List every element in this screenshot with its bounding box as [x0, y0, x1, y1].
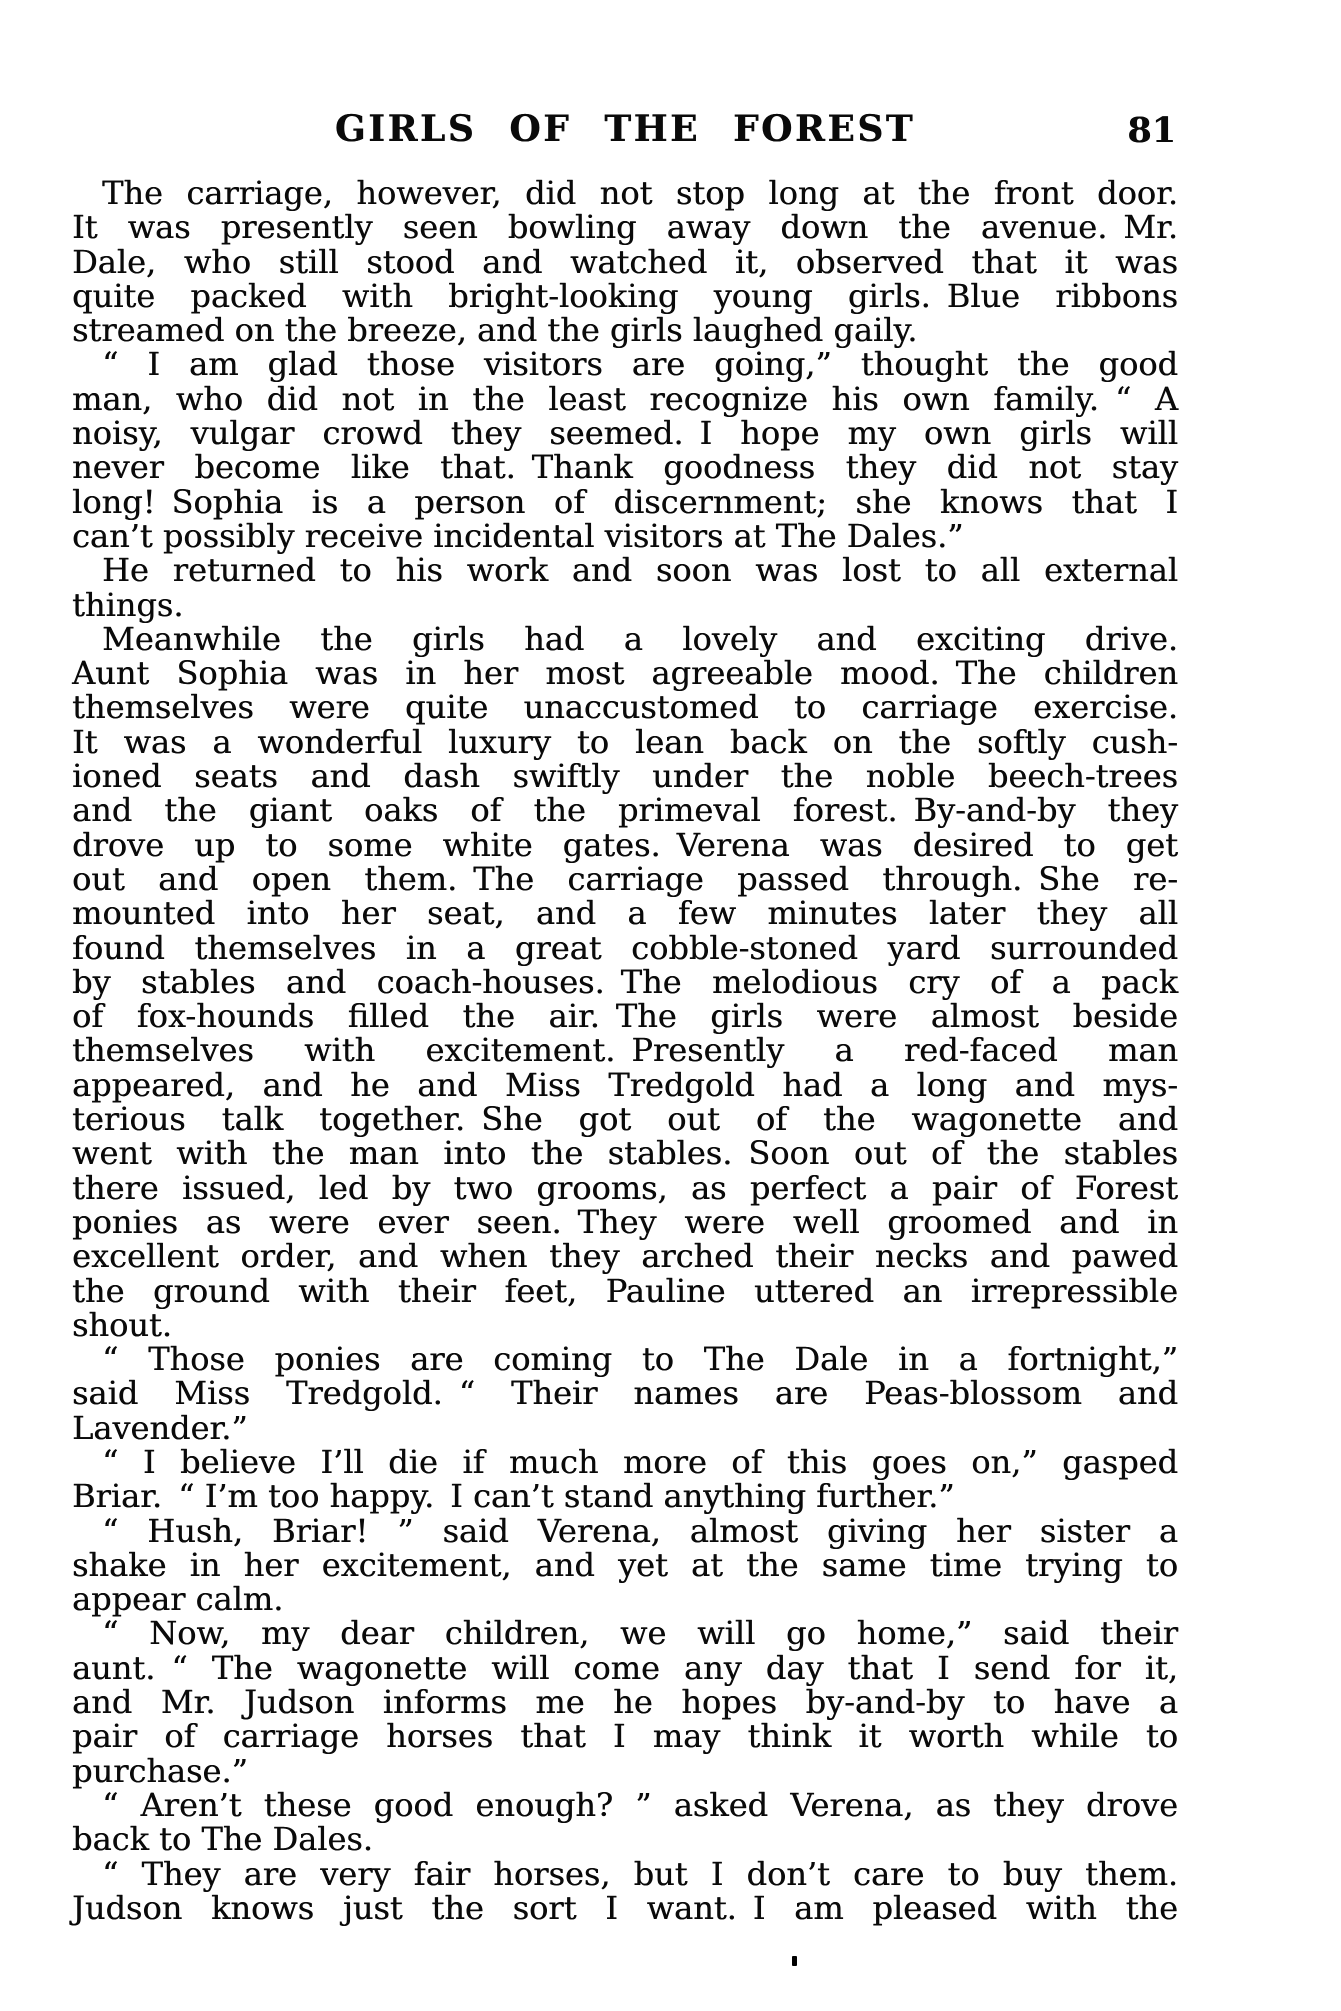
text-line: Briar. “ I’m too happy. I can’t stand anything further.”	[72, 1477, 955, 1516]
paragraph	[72, 619, 1178, 1344]
text-line: Aunt Sophia was in her most agreeable mood. The children	[72, 654, 1178, 693]
text-line: never become like that. Thank goodness they did not stay	[72, 448, 1178, 487]
paragraph	[72, 1785, 1178, 1859]
text-line: by stables and coach-houses. The melodious cry of a pack	[72, 962, 1178, 1001]
text-line: He returned to his work and soon was lost to all external	[102, 551, 1178, 590]
text-line: ponies as were ever seen. They were well groomed and in	[72, 1202, 1178, 1241]
print-artifact	[792, 1956, 797, 1966]
text-line: “ They are very fair horses, but I don’t care to buy them.	[102, 1854, 1178, 1893]
paragraph	[72, 347, 1178, 553]
text-line: Meanwhile the girls had a lovely and exciting drive.	[102, 619, 1178, 658]
paragraph	[72, 1442, 1178, 1516]
text-line: “ Those ponies are coming to The Dale in a fortnight,”	[102, 1340, 1178, 1379]
text-line: noisy, vulgar crowd they seemed. I hope my own girls will	[72, 414, 1178, 453]
text-line: the ground with their feet, Pauline uttered an irrepressible	[72, 1271, 1178, 1310]
text-line: long! Sophia is a person of discernment; she knows that I	[72, 482, 1178, 521]
paragraph	[72, 1854, 1178, 1927]
text-line: “ Now, my dear children, we will go home,” said their	[102, 1614, 1178, 1653]
text-line: and Mr. Judson informs me he hopes by-and-by to have a	[72, 1683, 1178, 1722]
running-title: GIRLS OF THE FOREST	[334, 108, 916, 150]
text-line: shout.	[72, 1305, 172, 1344]
text-line: found themselves in a great cobble-stoned yard surrounded	[72, 928, 1178, 967]
text-line: pair of carriage horses that I may think it worth while to	[72, 1717, 1178, 1756]
text-line: man, who did not in the least recognize his own family. “ A	[72, 379, 1178, 418]
paragraph	[72, 1511, 1178, 1619]
text-line: “ Aren’t these good enough? ” asked Verena, as they drove	[102, 1785, 1178, 1824]
text-line: streamed on the breeze, and the girls laughed gaily.	[72, 311, 918, 350]
text-line: themselves were quite unaccustomed to carriage exercise.	[72, 688, 1178, 727]
text-line: “ Hush, Briar! ” said Verena, almost giving her sister a	[102, 1511, 1178, 1550]
text-line: said Miss Tredgold. “ Their names are Peas-blossom and	[72, 1374, 1178, 1413]
text-line: purchase.”	[72, 1751, 248, 1790]
paragraph	[72, 553, 1178, 622]
text-line: went with the man into the stables. Soon out of the stables	[72, 1134, 1178, 1173]
page-header	[72, 108, 1178, 152]
text-line: The carriage, however, did not stop long at the front door.	[102, 174, 1178, 212]
page-body	[72, 176, 1178, 1925]
text-line: aunt. “ The wagonette will come any day that I send for it,	[72, 1648, 1178, 1687]
text-line: appear calm.	[72, 1580, 284, 1619]
text-line: Judson knows just the sort I want. I am pleased with the	[72, 1888, 1178, 1927]
text-line: mounted into her seat, and a few minutes later they all	[72, 894, 1178, 933]
text-line: can’t possibly receive incidental visitors at The Dales.”	[72, 516, 964, 555]
text-line: appeared, and he and Miss Tredgold had a long and mys-	[72, 1065, 1178, 1104]
text-line: Lavender.”	[72, 1408, 248, 1447]
text-line: shake in her excitement, and yet at the same time trying to	[72, 1545, 1178, 1584]
paragraph	[72, 174, 1178, 350]
text-line: excellent order, and when they arched their necks and pawed	[72, 1237, 1178, 1276]
text-line: things.	[72, 585, 184, 624]
page-number: 81	[1127, 110, 1176, 151]
text-line: of fox-hounds filled the air. The girls were almost beside	[72, 997, 1178, 1036]
text-line: out and open them. The carriage passed through. She re-	[72, 859, 1178, 898]
text-line: and the giant oaks of the primeval forest. By-and-by they	[72, 791, 1178, 830]
text-line: drove up to some white gates. Verena was desired to get	[72, 825, 1178, 864]
text-line: Dale, who still stood and watched it, observed that it was	[72, 242, 1178, 281]
text-line: back to The Dales.	[72, 1820, 373, 1859]
text-line: terious talk together. She got out of the wagonette and	[72, 1100, 1178, 1139]
paragraph	[72, 1614, 1178, 1790]
text-line: “ I am glad those visitors are going,” thought the good	[102, 345, 1178, 384]
text-line: It was a wonderful luxury to lean back on the softly cush-	[72, 722, 1178, 761]
text-line: ioned seats and dash swiftly under the noble beech-trees	[72, 757, 1178, 796]
text-line: there issued, led by two grooms, as perfect a pair of Forest	[72, 1168, 1178, 1207]
text-line: “ I believe I’ll die if much more of this goes on,” gasped	[102, 1442, 1178, 1481]
paragraph	[72, 1342, 1178, 1445]
text-line: themselves with excitement. Presently a red-faced man	[72, 1031, 1178, 1070]
text-line: It was presently seen bowling away down the avenue. Mr.	[72, 208, 1178, 247]
text-line: quite packed with bright-looking young girls. Blue ribbons	[72, 276, 1178, 315]
